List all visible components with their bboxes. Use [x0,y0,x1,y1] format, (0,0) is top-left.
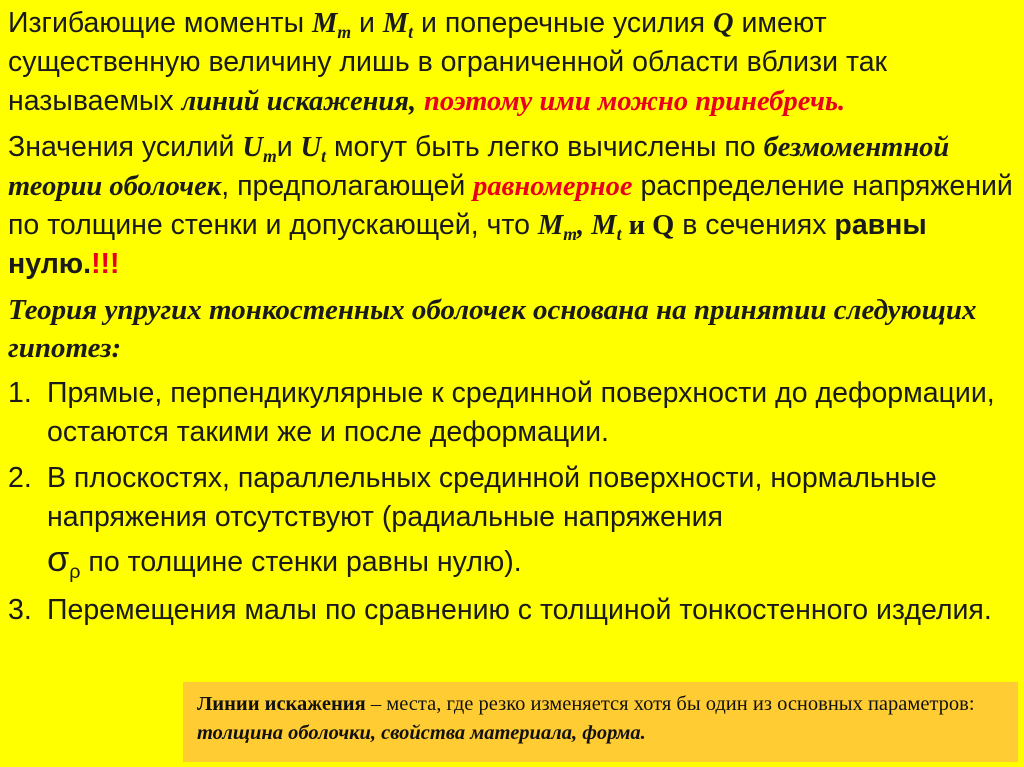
text: Изгибающие моменты [8,7,312,39]
symbol-m-m-2: $M_m$ [537,210,577,245]
list-number: 3. [8,594,32,626]
emphasis-equal-zero: равны нулю. [8,209,927,280]
symbol-u-t: $U_t$ [300,132,327,167]
text: , предполагающей [221,170,474,202]
symbol-and-q: и Q [621,210,675,241]
symbol-u-m: $U_m$ [242,132,277,167]
hypothesis-item-3 [8,591,1016,630]
exclamation-red: !!! [91,248,120,280]
list-text: Прямые, перпендикулярные к срединной поверхности до деформации, остаются такими же и после деформации. [47,377,995,448]
hypotheses-heading: Теория упругих тонкостенных оболочек основана на принятии следующих гипотез: [8,294,977,364]
list-text: Перемещения малы по сравнению с толщиной тонкостенного изделия. [47,594,992,626]
slide-content [8,4,1016,637]
text: и [276,131,301,163]
emphasis-distortion-lines: линий искажения, [181,86,417,117]
note-term: Линии искажения [197,693,366,715]
symbol-m-t: $M_t$ [382,8,414,43]
note-parameters: толщина оболочки, свойства материала, форма. [197,722,646,744]
list-number: 2. [8,462,32,494]
paragraph-forces: Значения усилий $U_mи$ $U_t$ могут быть легко вычислены по безмоментной теории оболочек, предполагающей равномерное распределение напряжений по толщине стенки и допускающей, что $M_m$, $M_t$ и Q в сечениях равны нулю.!!! [8,131,1013,280]
symbol-q: Q [713,8,734,39]
sigma-rho-symbol: $\sigma_\rho$ [47,538,81,583]
hypothesis-item-2 [8,459,1016,584]
emphasis-membrane-theory: безмоментной теории оболочек [8,132,950,202]
emphasis-red-uniform: равномерное [473,171,633,202]
symbol-m-m: $M_m$ [311,8,352,43]
text: в сечениях [674,209,835,241]
symbol-m-t-2: $M_t$ [591,210,622,245]
note-text: – места, где резко изменяется хотя бы один из основных параметров [365,693,969,715]
list-text: В плоскостях, параллельных срединной поверхности, нормальные напряжения отсутствуют (радиальные напряжения $\sigma_\rho$ по толщине стенки равны нулю). [47,462,937,583]
text: могут быть легко вычислены по [326,131,764,163]
text: и [351,7,383,39]
list-number: 1. [8,377,32,409]
text: имеют существенную величину лишь в ограниченной области вблизи так называемых [8,7,888,117]
definition-note-box: Линии искажения – места, где резко изменяется хотя бы один из основных параметров: толщина оболочки, свойства материала, форма. [183,682,1018,762]
hypothesis-item-1 [8,374,1016,452]
paragraph-bending-moments [8,4,1016,121]
text: распределение напряжений по толщине стенки и допускающей, что [8,170,1013,241]
text: Значения усилий [8,131,243,163]
text: и поперечные усилия [413,7,713,39]
emphasis-red-neglect: поэтому ими можно принебречь. [424,86,846,117]
